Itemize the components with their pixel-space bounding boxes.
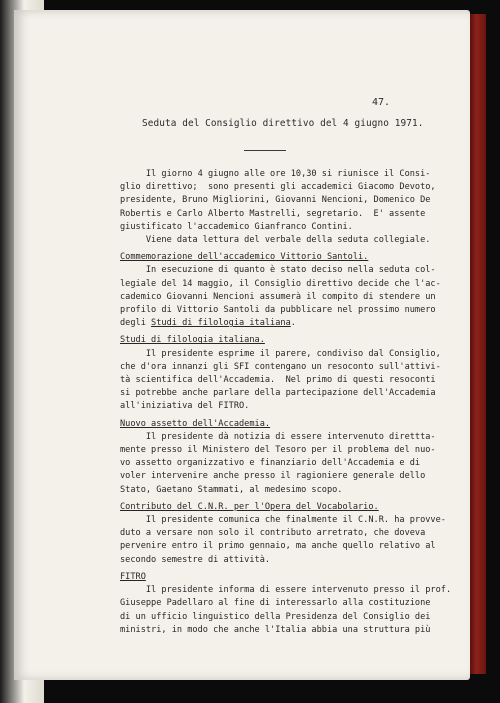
text-line: che d'ora innanzi gli SFI contengano un resoconto sull'attivi- (120, 361, 441, 372)
text-line: Il giorno 4 giugno alle ore 10,30 si riunisce il Consi- (120, 169, 431, 179)
text-line: cademico Giovanni Nencioni assumerà il compito di stendere un (120, 291, 436, 302)
text-line: secondo semestre di attività. (120, 554, 271, 565)
section-title-assetto: Nuovo assetto dell'Accademia. (120, 418, 271, 429)
section-body-cnr (120, 514, 450, 567)
text-line: tà scientifica dell'Accademia. Nel primo di questi resoconti (120, 375, 436, 386)
section-title-commemorazione: Commemorazione dell'accademico Vittorio Santoli. (120, 252, 369, 263)
text-line: ministri, in modo che anche l'Italia abbia una struttura più (120, 624, 431, 635)
text-line: Giuseppe Padellaro al fine di interessarlo alla costituzione (120, 598, 431, 609)
text-line: duto a versare non solo il contributo arretrato, che doveva (120, 528, 426, 539)
section-body-studi (120, 348, 450, 414)
text-line: profilo di Vittorio Santoli da pubblicare nel prossimo numero (120, 305, 436, 316)
opening-paragraph (120, 168, 450, 247)
text-line: pervenire entro il primo gennaio, ma anche quello relativo al (120, 541, 436, 552)
text-fragment: . (290, 318, 296, 329)
text-line: Stato, Gaetano Stammati, al medesimo scopo. (120, 484, 343, 495)
text-line: di un ufficio linguistico della Presidenza del Consiglio dei (120, 611, 431, 622)
text-line: giustificato l'accademico Gianfranco Contini. (120, 221, 353, 232)
section-body-assetto (120, 431, 450, 497)
text-line: Il presidente esprime il parere, condiviso dal Consiglio, (120, 348, 441, 359)
text-line: Il presidente comunica che finalmente il C.N.R. ha provve- (120, 515, 446, 526)
text-line: si potrebbe anche parlare della partecipazione dell'Accademia (120, 388, 436, 399)
title-divider (244, 150, 286, 151)
text-fragment: degli (120, 318, 152, 329)
section-body-fitro (120, 584, 450, 637)
section-title-studi: Studi di filologia italiana. (120, 335, 265, 346)
text-line: presidente, Bruno Migliorini, Giovanni Nencioni, Domenico De (120, 195, 431, 206)
text-line: In esecuzione di quanto è stato deciso nella seduta col- (120, 265, 436, 276)
text-line: glio direttivo; sono presenti gli accademici Giacomo Devoto, (120, 182, 436, 193)
text-line: legiale del 14 maggio, il Consiglio direttivo decide che l'ac- (120, 278, 441, 289)
section-title-fitro: FITRO (120, 571, 146, 582)
section-title-cnr: Contributo del C.N.R. per l'Opera del Vocabolario. (120, 501, 379, 512)
book-cover-edge (470, 14, 486, 674)
minutes-body (120, 168, 450, 637)
text-line (120, 317, 450, 330)
text-line: Robertis e Carlo Alberto Mastrelli, segretario. E' assente (120, 208, 426, 219)
text-line: voler intervenire anche presso il ragioniere generale dello (120, 471, 426, 482)
page-title: Seduta del Consiglio direttivo del 4 giugno 1971. (142, 118, 424, 129)
text-line: all'iniziativa del FITRO. (120, 401, 250, 412)
text-line: Il presidente dà notizia di essere intervenuto direttta- (120, 431, 436, 442)
page-number: 47. (372, 97, 391, 108)
text-line: Il presidente informa di essere intervenuto presso il prof. (120, 585, 452, 596)
journal-title: Studi di filologia italiana (151, 318, 291, 329)
section-body-commemorazione (120, 264, 450, 330)
text-line: Viene data lettura del verbale della seduta collegiale. (120, 235, 431, 246)
text-line: mente presso il Ministero del Tesoro per il problema del nuo- (120, 445, 436, 456)
text-line: vo assetto organizzativo e finanziario dell'Accademia e di (120, 458, 421, 469)
